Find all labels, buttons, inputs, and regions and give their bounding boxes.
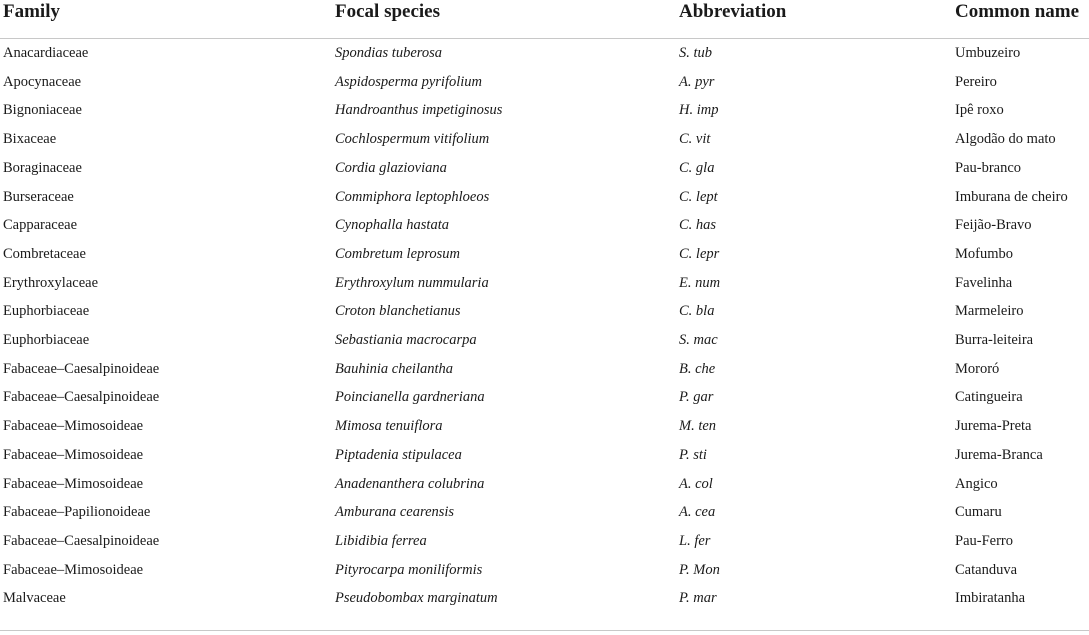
cell-focal-species: Pseudobombax marginatum xyxy=(335,590,498,607)
table-row xyxy=(0,412,1089,441)
cell-focal-species: Amburana cearensis xyxy=(335,504,455,521)
cell-family: Euphorbiaceae xyxy=(3,303,90,320)
cell-focal-species: Libidibia ferrea xyxy=(335,532,427,549)
cell-family: Boraginaceae xyxy=(3,159,82,176)
cell-family: Malvaceae xyxy=(3,590,66,607)
table-row xyxy=(0,211,1089,240)
cell-family: Fabaceae–Mimosoideae xyxy=(3,561,144,578)
cell-abbreviation: C. bla xyxy=(679,303,715,320)
cell-common-name: Ipê roxo xyxy=(955,102,1004,119)
cell-abbreviation: A. pyr xyxy=(679,73,715,90)
cell-common-name: Mororó xyxy=(955,360,1000,377)
cell-family: Fabaceae–Caesalpinoideae xyxy=(3,532,160,549)
table-row xyxy=(0,326,1089,355)
table-row xyxy=(0,470,1089,499)
cell-focal-species: Bauhinia cheilantha xyxy=(335,360,453,377)
cell-focal-species: Pityrocarpa moniliformis xyxy=(335,561,483,578)
cell-focal-species: Cordia glazioviana xyxy=(335,159,447,176)
cell-common-name: Feijão-Bravo xyxy=(955,217,1032,234)
cell-focal-species: Aspidosperma pyrifolium xyxy=(335,73,483,90)
cell-family: Burseraceae xyxy=(3,188,74,205)
header-common-name: Common name xyxy=(952,0,1089,39)
cell-abbreviation: H. imp xyxy=(679,102,719,119)
table-row xyxy=(0,154,1089,183)
cell-focal-species: Croton blanchetianus xyxy=(335,303,461,320)
cell-abbreviation: P. gar xyxy=(679,389,714,406)
table-row xyxy=(0,297,1089,326)
table-row xyxy=(0,556,1089,585)
cell-common-name: Pau-Ferro xyxy=(955,532,1013,549)
table-row xyxy=(0,269,1089,298)
cell-abbreviation: C. lept xyxy=(679,188,718,205)
cell-common-name: Umbuzeiro xyxy=(955,45,1021,61)
cell-family: Fabaceae–Mimosoideae xyxy=(3,446,144,463)
cell-common-name: Burra-leiteira xyxy=(955,332,1034,349)
cell-abbreviation: P. Mon xyxy=(679,561,720,578)
table-row xyxy=(0,96,1089,125)
cell-focal-species: Spondias tuberosa xyxy=(335,45,443,61)
cell-focal-species: Piptadenia stipulacea xyxy=(335,446,462,463)
cell-common-name: Jurema-Branca xyxy=(955,446,1043,463)
cell-common-name: Jurema-Preta xyxy=(955,418,1032,435)
cell-family: Fabaceae–Mimosoideae xyxy=(3,418,144,435)
cell-focal-species: Commiphora leptophloeos xyxy=(335,188,490,205)
cell-family: Fabaceae–Papilionoideae xyxy=(3,504,151,521)
table-row xyxy=(0,183,1089,212)
cell-family: Combretaceae xyxy=(3,245,86,262)
header-focal-species: Focal species xyxy=(331,0,675,39)
cell-abbreviation: L. fer xyxy=(679,532,711,549)
cell-family: Bixaceae xyxy=(3,131,57,148)
cell-common-name: Angico xyxy=(955,475,998,492)
cell-focal-species: Sebastiania macrocarpa xyxy=(335,332,477,349)
cell-abbreviation: B. che xyxy=(679,360,716,377)
cell-abbreviation: P. sti xyxy=(679,446,707,463)
cell-family: Fabaceae–Mimosoideae xyxy=(3,475,144,492)
header-row xyxy=(0,0,1089,39)
cell-family: Bignoniaceae xyxy=(3,102,82,119)
table-row xyxy=(0,441,1089,470)
cell-focal-species: Cynophalla hastata xyxy=(335,217,449,234)
cell-abbreviation: C. gla xyxy=(679,159,715,176)
cell-abbreviation: A. col xyxy=(679,475,713,492)
cell-family: Anacardiaceae xyxy=(3,45,89,61)
table-row xyxy=(0,39,1089,68)
cell-abbreviation: E. num xyxy=(679,274,721,291)
cell-abbreviation: A. cea xyxy=(679,504,716,521)
cell-common-name: Mofumbo xyxy=(955,245,1013,262)
cell-common-name: Marmeleiro xyxy=(955,303,1024,320)
table-row xyxy=(0,125,1089,154)
cell-abbreviation: C. vit xyxy=(679,131,711,148)
cell-common-name: Pereiro xyxy=(955,73,997,90)
table-row xyxy=(0,498,1089,527)
cell-abbreviation: P. mar xyxy=(679,590,717,607)
table-row xyxy=(0,240,1089,269)
cell-common-name: Favelinha xyxy=(955,274,1013,291)
cell-abbreviation: C. has xyxy=(679,217,717,234)
cell-family: Apocynaceae xyxy=(3,73,82,90)
cell-focal-species: Erythroxylum nummularia xyxy=(335,274,489,291)
cell-common-name: Catingueira xyxy=(955,389,1023,406)
cell-abbreviation: C. lepr xyxy=(679,245,720,262)
cell-focal-species: Poincianella gardneriana xyxy=(335,389,485,406)
table-row xyxy=(0,527,1089,556)
cell-focal-species: Mimosa tenuiflora xyxy=(335,418,443,435)
cell-family: Fabaceae–Caesalpinoideae xyxy=(3,360,160,377)
table-header xyxy=(0,0,1089,39)
cell-abbreviation: S. mac xyxy=(679,332,718,349)
cell-common-name: Algodão do mato xyxy=(955,131,1056,148)
cell-focal-species: Combretum leprosum xyxy=(335,245,460,262)
cell-common-name: Catanduva xyxy=(955,561,1018,578)
cell-abbreviation: M. ten xyxy=(679,418,717,435)
header-family: Family xyxy=(0,0,331,39)
table-row xyxy=(0,383,1089,412)
cell-common-name: Imbiratanha xyxy=(955,590,1026,607)
table-body xyxy=(0,39,1089,614)
cell-focal-species: Handroanthus impetiginosus xyxy=(335,102,503,119)
cell-family: Euphorbiaceae xyxy=(3,332,90,349)
table-row xyxy=(0,355,1089,384)
cell-family: Fabaceae–Caesalpinoideae xyxy=(3,389,160,406)
cell-family: Capparaceae xyxy=(3,217,78,234)
table-row xyxy=(0,68,1089,97)
header-abbreviation: Abbreviation xyxy=(675,0,952,39)
cell-focal-species: Anadenanthera colubrina xyxy=(335,475,485,492)
table-row xyxy=(0,584,1089,613)
cell-abbreviation: S. tub xyxy=(679,45,713,61)
cell-common-name: Pau-branco xyxy=(955,159,1022,176)
cell-common-name: Imburana de cheiro xyxy=(955,188,1068,205)
table-bottom-rule xyxy=(0,630,1089,631)
cell-family: Erythroxylaceae xyxy=(3,274,99,291)
cell-focal-species: Cochlospermum vitifolium xyxy=(335,131,490,148)
cell-common-name: Cumaru xyxy=(955,504,1002,521)
